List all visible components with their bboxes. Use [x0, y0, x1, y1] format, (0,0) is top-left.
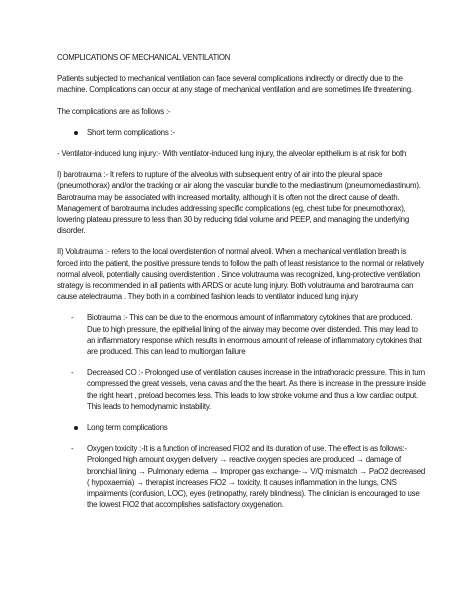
intro-paragraph: Patients subjected to mechanical ventilation can face several complications indirectly or directly due to the machine. Complications can occur at any stage of mechanical ventilation and are sometimes life threatening.: [57, 74, 413, 95]
short-term-heading: Short term complications :-: [57, 127, 428, 138]
vili-paragraph: - Ventilator-induced lung injury:- With ventilator-induced lung injury, the alveolar epithelium is at risk for both: [57, 149, 407, 159]
long-term-heading: Long term complications: [57, 422, 428, 433]
document-title: COMPLICATIONS OF MECHANICAL VENTILATION: [57, 53, 231, 62]
oxygen-toxicity-text: Oxygen toxicity :-It is a function of increased FIO2 and its duration of use. The effect is as follows:- Prolonged high amount oxygen delivery → reactive oxygen species are produced → damage of bronchial lining → Pulmonary edema → Improper gas exchange-→ V/Q mismatch → PaO2 decreased ( hypoxaemia) → therapist increases FiO2 → toxicity. It causes inflammation in the lungs, CNS impairments (confusion, LOC), eyes (retinopathy, rarely blindness). The clinician is encouraged to use the lowest FIO2 that accomplishes satisfactory oxygenation.: [87, 444, 426, 510]
volutrauma-paragraph: II) Volutrauma :- refers to the local overdistention of normal alveoli. When a mechanical ventilation breath is forced into the patient, the positive pressure tends to follow the path of least resistance to the normal or relatively normal alveoli, potentially causing overdistention . Since volutrauma was recognized, lung-protective ventilation strategy is recommended in all patients with ARDS or acute lung injury. Both volutrauma and barotrauma can cause atelectrauma . They both in a combined fashion leads to ventilator induced lung injury: [57, 247, 424, 302]
oxygen-toxicity-item: [57, 443, 428, 510]
dash-marker: -: [71, 313, 74, 323]
complications-lead: The complications are as follows :-: [57, 106, 171, 116]
dash-marker: -: [71, 368, 74, 378]
biotrauma-item: [57, 312, 428, 357]
decreased-co-item: [57, 367, 428, 412]
dash-marker: -: [71, 444, 74, 454]
biotrauma-text: Biotrauma :- This can be due to the enormous amount of inflammatory cytokines that are produced. Due to high pressure, the epithelial lining of the airway may become over distended. This may lead to an inflammatory response which results in enormous amount of release of inflammatory cytokines that are produced. This can lead to multiorgan failure: [87, 313, 422, 357]
decreased-co-text: Decreased CO :- Prolonged use of ventilation causes increase in the intrathoracic pressure. This in turn compressed the great vessels, vena cavas and the the heart. As there is increase in the pressure inside the right heart , preload becomes less. This leads to low stroke volume and thus a low cardiac output. This leads to hemodynamic instability.: [87, 368, 426, 411]
barotrauma-paragraph: I) barotrauma :- It refers to rupture of the alveolus with subsequent entry of air into the pleural space (pneumothorax) and/or the tracking or air along the vascular bundle to the mediastinum (pneumomediastinum). Barotrauma may be associated with increased mortality, although it is often not the direct cause of death. Management of barotrauma includes addressing specific complications (eg, chest tube for pneumothorax), lowering plateau pressure to less than 30 by reducing tidal volume and PEEP, and managing the underlying disorder.: [57, 170, 421, 236]
